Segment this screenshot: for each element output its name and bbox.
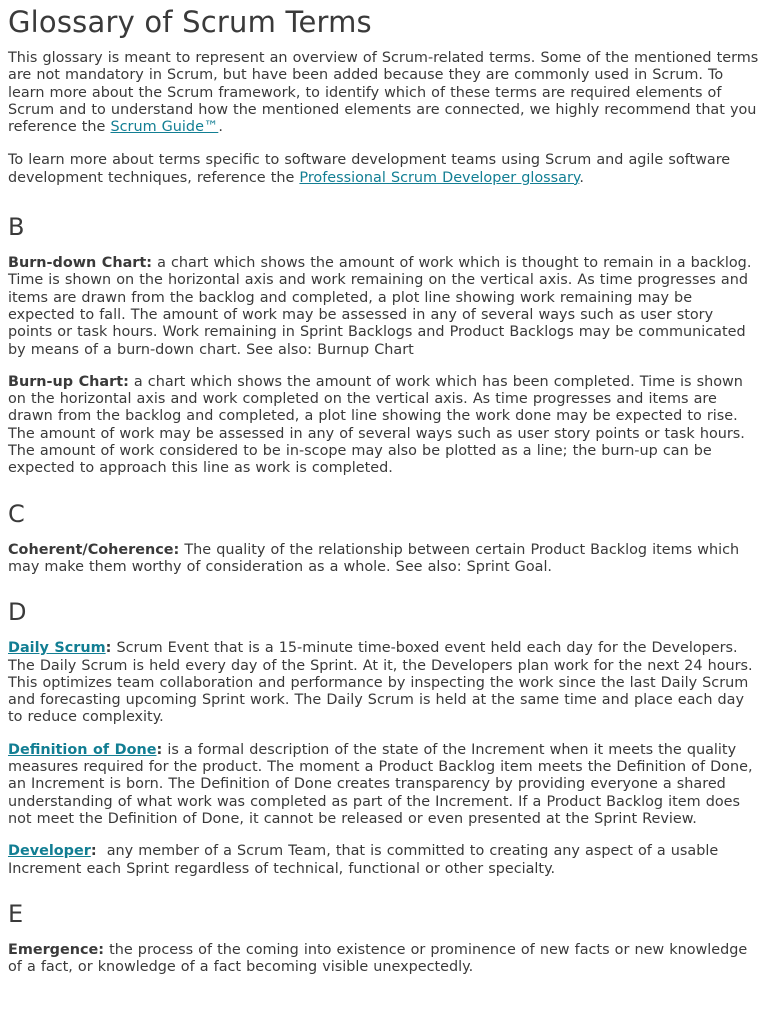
colon-developer: :	[90, 843, 97, 860]
section-c	[8, 500, 760, 577]
section-d	[8, 598, 760, 878]
entry-burn-down-chart	[8, 255, 760, 359]
intro-paragraph-1-text: This glossary is meant to represent an overview of Scrum-related terms. Some of the mentioned terms are not mandatory in Scrum, but have been added because they are commonly used in Scrum. To learn more about the Scrum framework, to identify which of these terms are required elements of Scrum and to understand how the mentioned elements are connected, we highly recommend that you reference the	[8, 50, 759, 136]
intro-section	[8, 50, 760, 187]
definition-burn-down-chart: a chart which shows the amount of work which is thought to remain in a backlog. Time is shown on the horizontal axis and work remaining on the vertical axis. As time progresses and items are drawn from the backlog and completed, a plot line showing work remaining may be expected to fall. The amount of work may be assessed in any of several ways such as user story points or task hours. Work remaining in Sprint Backlogs and Product Backlogs may be communicated by means of a burn-down chart. See also: Burnup Chart	[8, 255, 752, 358]
intro-paragraph-2	[8, 152, 760, 187]
colon-daily-scrum: :	[105, 640, 112, 657]
definition-definition-of-done: is a formal description of the state of the Increment when it meets the quality measures required for the product. The moment a Product Backlog item meets the Definition of Done, an Increment is born. The Definition of Done creates transparency by providing everyone a shared understanding of what work was completed as part of the Increment. If a Product Backlog item does not meet the Definition of Done, it cannot be released or even presented at the Sprint Review.	[8, 741, 753, 827]
intro-paragraph-2-text: To learn more about terms specific to software development teams using Scrum and agile software development techniques, reference the	[8, 152, 731, 186]
term-coherence: Coherent/Coherence:	[8, 541, 180, 558]
entry-coherence	[8, 542, 760, 577]
page-title: Glossary of Scrum Terms	[8, 5, 372, 39]
section-letter-b: B	[8, 213, 25, 242]
intro-paragraph-1	[8, 50, 760, 136]
entry-definition-of-done	[8, 742, 760, 828]
psd-glossary-link[interactable]: Professional Scrum Developer glossary	[299, 169, 580, 186]
term-emergence: Emergence:	[8, 941, 105, 958]
entry-developer	[8, 843, 760, 878]
definition-emergence: the process of the coming into existence or prominence of new facts or new knowledge of a fact, or knowledge of a fact becoming visible unexpectedly.	[8, 941, 748, 976]
glossary-page	[0, 4, 768, 976]
term-link-definition-of-done[interactable]: Definition of Done	[8, 741, 157, 758]
section-letter-d: D	[8, 598, 27, 627]
term-burn-up-chart: Burn-up Chart:	[8, 373, 129, 390]
colon-definition-of-done: :	[156, 741, 163, 758]
term-link-developer[interactable]: Developer	[8, 843, 91, 860]
entry-daily-scrum	[8, 640, 760, 726]
definition-burn-up-chart: a chart which shows the amount of work which has been completed. Time is shown on the horizontal axis and work completed on the vertical axis. As time progresses and items are drawn from the backlog and completed, a plot line showing the work done may be expected to rise. The amount of work may be assessed in any of several ways such as user story points or task hours. The amount of work considered to be in-scope may also be plotted as a line; the burn-up can be expected to approach this line as work is completed.	[8, 373, 745, 477]
section-letter-e: E	[8, 899, 24, 928]
definition-coherence: The quality of the relationship between certain Product Backlog items which may make them worthy of consideration as a whole. See also: Sprint Goal.	[8, 541, 740, 575]
definition-daily-scrum: Scrum Event that is a 15-minute time-boxed event held each day for the Developers. The Daily Scrum is held every day of the Sprint. At it, the Developers plan work for the next 24 hours. This optimizes team collaboration and performance by inspecting the work since the last Daily Scrum and forecasting upcoming Sprint work. The Daily Scrum is held at the same time and place each day to reduce complexity.	[8, 640, 753, 726]
section-letter-c: C	[8, 499, 25, 528]
entry-emergence	[8, 942, 760, 977]
section-e	[8, 900, 760, 977]
term-burn-down-chart: Burn-down Chart:	[8, 255, 153, 272]
definition-developer: any member of a Scrum Team, that is committed to creating any aspect of a usable Increment each Sprint regardless of technical, functional or other specialty.	[8, 843, 724, 877]
intro-paragraph-1-end: .	[218, 119, 223, 136]
entry-burn-up-chart	[8, 374, 760, 478]
scrum-guide-link[interactable]: Scrum Guide™	[110, 119, 219, 136]
section-b	[8, 213, 760, 478]
intro-paragraph-2-end: .	[579, 169, 584, 186]
term-link-daily-scrum[interactable]: Daily Scrum	[8, 640, 106, 657]
